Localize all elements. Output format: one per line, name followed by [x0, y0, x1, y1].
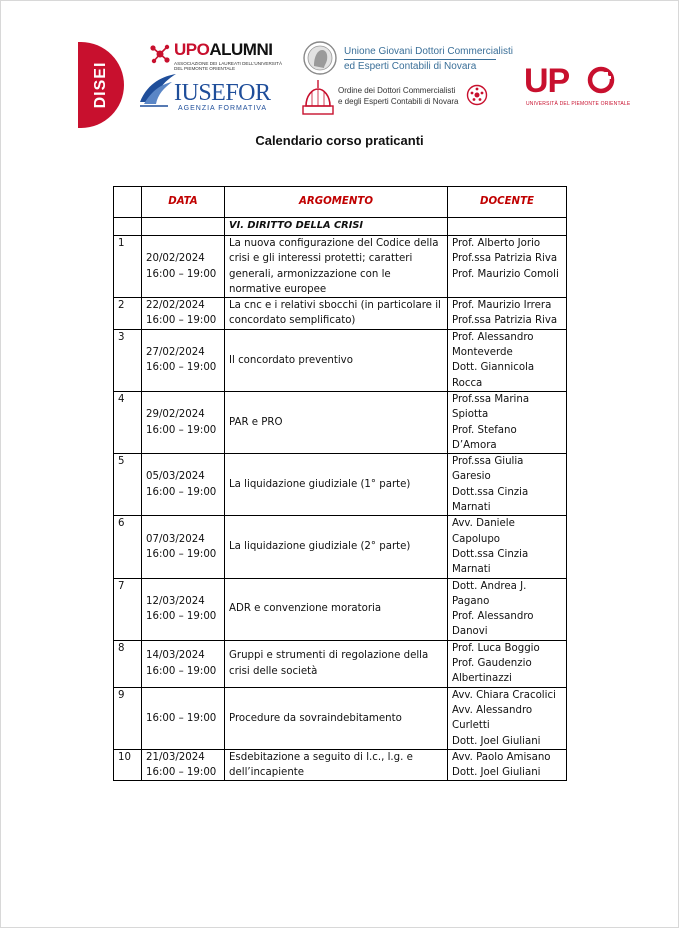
iusefor-name: IUSEFOR [174, 80, 271, 106]
table-row [114, 640, 567, 687]
row-topic: ADR e convenzione moratoria [225, 578, 448, 640]
header-number [114, 187, 142, 218]
row-date-cell [142, 640, 225, 687]
teacher-name: Prof.ssa Patrizia Riva [452, 253, 558, 265]
row-teachers [448, 329, 567, 391]
header-topic: ARGOMENTO [225, 187, 448, 218]
row-number: 7 [114, 578, 142, 640]
page-title: Calendario corso praticanti [255, 133, 424, 148]
row-date-cell [142, 329, 225, 391]
teacher-name: Prof.ssa Marina Spiotta [452, 393, 530, 421]
row-time: 16:00 – 19:00 [146, 767, 217, 779]
row-time: 16:00 – 19:00 [146, 424, 217, 436]
teacher-name: Dott. Giannicola Rocca [452, 362, 535, 389]
row-date-cell [142, 749, 225, 781]
row-date: 20/02/2024 [146, 253, 205, 265]
row-number: 1 [114, 236, 142, 298]
teacher-name: Avv. Paolo Amisano [452, 751, 551, 763]
ugdc-logo [302, 40, 513, 78]
row-number: 3 [114, 329, 142, 391]
row-date: 05/03/2024 [146, 471, 205, 483]
upo-logo [524, 62, 631, 112]
upo-subtitle: UNIVERSITÀ DEL PIEMONTE ORIENTALE [526, 101, 631, 107]
table-row [114, 298, 567, 330]
row-topic: Gruppi e strumenti di regolazione della crisi delle società [225, 640, 448, 687]
row-number: 9 [114, 687, 142, 749]
row-teachers [448, 640, 567, 687]
row-topic: PAR e PRO [225, 391, 448, 453]
teacher-name: Avv. Daniele Capolupo [452, 518, 515, 545]
dome-icon [296, 78, 340, 118]
row-topic: Esdebitazione a seguito di l.c., l.g. e dell’incapiente [225, 749, 448, 781]
teacher-name: Prof.ssa Patrizia Riva [452, 315, 558, 327]
row-number: 2 [114, 298, 142, 330]
teacher-name: Dott. Joel Giuliani [452, 767, 541, 779]
teacher-name: Dott.ssa Cinzia Marnati [452, 486, 529, 514]
ugdc-name-line1: Unione Giovani Dottori Commercialisti [344, 46, 513, 57]
odcec-name-line2: e degli Esperti Contabili di Novara [338, 97, 459, 106]
section-row [114, 218, 567, 236]
row-date: 12/03/2024 [146, 595, 205, 607]
row-date-cell [142, 516, 225, 578]
teacher-name: Prof. Stefano D’Amora [452, 424, 517, 451]
portrait-medallion-icon [302, 40, 338, 76]
upo-ring-icon [587, 66, 615, 94]
wing-icon [138, 72, 178, 108]
row-date: 29/02/2024 [146, 409, 205, 421]
ugdc-divider [344, 59, 496, 60]
table-row [114, 236, 567, 298]
iusefor-logo [138, 72, 271, 116]
row-number: 5 [114, 454, 142, 516]
row-date: 07/03/2024 [146, 533, 205, 545]
teacher-name: Prof.ssa Giulia Garesio [452, 456, 524, 483]
teacher-name: Prof. Maurizio Irrera [452, 300, 552, 312]
row-teachers [448, 298, 567, 330]
section-cell-empty [114, 218, 142, 236]
row-teachers [448, 578, 567, 640]
table-row [114, 578, 567, 640]
teacher-name: Dott. Andrea J. Pagano [452, 580, 527, 607]
row-topic: La nuova configurazione del Codice della crisi e gli interessi protetti; caratteri generali, armonizzazione con le normative europee [225, 236, 448, 298]
upoalumni-logo [148, 40, 283, 76]
row-date: 22/02/2024 [146, 300, 205, 312]
header-teacher: DOCENTE [448, 187, 567, 218]
teacher-name: Avv. Alessandro Curletti [452, 704, 533, 732]
table-header-row [114, 187, 567, 218]
row-topic: La liquidazione giudiziale (2° parte) [225, 516, 448, 578]
row-time: 16:00 – 19:00 [146, 548, 217, 560]
row-topic: Il concordato preventivo [225, 329, 448, 391]
schedule-table [113, 186, 567, 781]
row-time: 16:00 – 19:00 [146, 712, 217, 724]
row-date: 27/02/2024 [146, 347, 205, 359]
row-date-cell [142, 687, 225, 749]
row-topic: La cnc e i relativi sbocchi (in particolare il concordato semplificato) [225, 298, 448, 330]
teacher-name: Avv. Chiara Cracolici [452, 689, 556, 701]
row-teachers [448, 236, 567, 298]
section-cell-empty [142, 218, 225, 236]
row-date-cell [142, 454, 225, 516]
teacher-name: Prof. Alessandro Danovi [452, 611, 534, 638]
teacher-name: Prof. Alberto Jorio [452, 238, 541, 249]
upoalumni-name: UPOALUMNI [174, 40, 273, 59]
row-time: 16:00 – 19:00 [146, 665, 217, 677]
teacher-name: Prof. Alessandro Monteverde [452, 331, 534, 359]
ugdc-name-line2: ed Esperti Contabili di Novara [344, 61, 477, 72]
teacher-name: Prof. Maurizio Comoli [452, 268, 559, 280]
row-teachers [448, 454, 567, 516]
upoalumni-subtitle: ASSOCIAZIONE DEI LAUREATI DELL'UNIVERSITÀ DEL PIEMONTE ORIENTALE [174, 61, 283, 72]
table-row [114, 454, 567, 516]
seal-icon [466, 84, 488, 106]
row-teachers [448, 391, 567, 453]
molecule-icon [148, 42, 172, 66]
iusefor-subtitle: AGENZIA FORMATIVA [178, 105, 268, 112]
section-cell-empty [448, 218, 567, 236]
row-date-cell [142, 391, 225, 453]
row-time: 16:00 – 19:00 [146, 611, 217, 623]
teacher-name: Prof. Gaudenzio Albertinazzi [452, 658, 532, 685]
row-time: 16:00 – 19:00 [146, 315, 217, 327]
row-number: 6 [114, 516, 142, 578]
row-time: 16:00 – 19:00 [146, 268, 217, 280]
teacher-name: Prof. Luca Boggio [452, 642, 540, 654]
table-row [114, 391, 567, 453]
row-date-cell [142, 298, 225, 330]
row-teachers [448, 687, 567, 749]
row-teachers [448, 516, 567, 578]
table-row [114, 749, 567, 781]
row-date: 14/03/2024 [146, 650, 205, 662]
header-date: DATA [142, 187, 225, 218]
teacher-name: Dott. Joel Giuliani [452, 735, 541, 747]
table-row [114, 516, 567, 578]
row-number: 10 [114, 749, 142, 781]
table-row [114, 329, 567, 391]
section-label: VI. DIRITTO DELLA CRISI [225, 218, 448, 236]
row-time: 16:00 – 19:00 [146, 486, 217, 498]
row-number: 8 [114, 640, 142, 687]
odcec-logo [296, 78, 496, 118]
teacher-name: Dott.ssa Cinzia Marnati [452, 548, 529, 576]
upo-name: UP [524, 62, 570, 100]
odcec-name-line1: Ordine dei Dottori Commercialisti [338, 86, 456, 95]
row-topic: Procedure da sovraindebitamento [225, 687, 448, 749]
row-time: 16:00 – 19:00 [146, 362, 217, 374]
row-number: 4 [114, 391, 142, 453]
row-date: 21/03/2024 [146, 751, 205, 763]
row-teachers [448, 749, 567, 781]
row-topic: La liquidazione giudiziale (1° parte) [225, 454, 448, 516]
table-row [114, 687, 567, 749]
disei-logo-text: DISEI [92, 61, 109, 109]
row-date-cell [142, 236, 225, 298]
row-date-cell [142, 578, 225, 640]
